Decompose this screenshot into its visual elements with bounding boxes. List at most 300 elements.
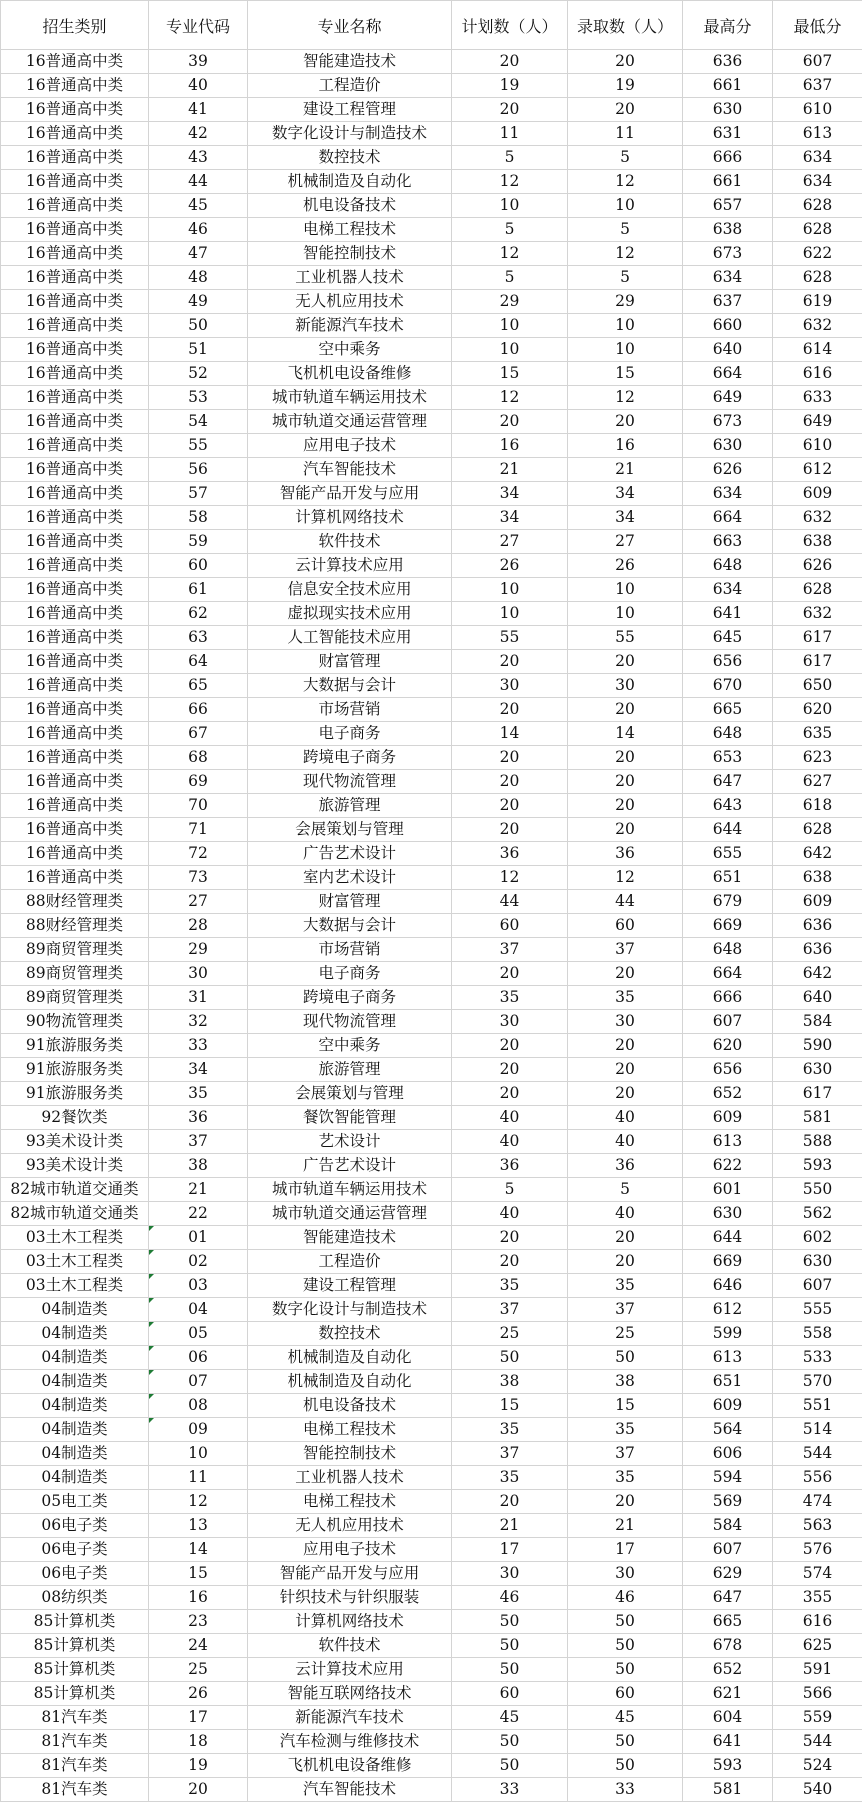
admitted-count-cell: 10 (568, 194, 683, 218)
major-code-cell: 49 (149, 290, 248, 314)
table-row (1, 434, 862, 458)
category-cell: 16普通高中类 (1, 194, 149, 218)
major-code-cell: 12 (149, 1490, 248, 1514)
major-code-cell: 47 (149, 242, 248, 266)
admitted-count-cell: 35 (568, 1274, 683, 1298)
major-name-cell: 广告艺术设计 (248, 842, 452, 866)
header-major-name: 专业名称 (248, 1, 452, 50)
major-code-cell: 42 (149, 122, 248, 146)
plan-count-cell: 12 (452, 386, 568, 410)
admitted-count-cell: 35 (568, 1466, 683, 1490)
plan-count-cell: 60 (452, 1682, 568, 1706)
min-score-cell: 616 (773, 1610, 862, 1634)
admitted-count-cell: 20 (568, 962, 683, 986)
max-score-cell: 651 (683, 1370, 773, 1394)
min-score-cell: 638 (773, 866, 862, 890)
table-row (1, 866, 862, 890)
category-cell: 16普通高中类 (1, 362, 149, 386)
major-code-cell: 67 (149, 722, 248, 746)
min-score-cell: 566 (773, 1682, 862, 1706)
major-name-cell: 人工智能技术应用 (248, 626, 452, 650)
major-name-cell: 信息安全技术应用 (248, 578, 452, 602)
admitted-count-cell: 20 (568, 794, 683, 818)
plan-count-cell: 20 (452, 1058, 568, 1082)
table-row (1, 458, 862, 482)
major-name-cell: 数字化设计与制造技术 (248, 1298, 452, 1322)
major-name-cell: 会展策划与管理 (248, 1082, 452, 1106)
table-row (1, 338, 862, 362)
min-score-cell: 514 (773, 1418, 862, 1442)
max-score-cell: 613 (683, 1346, 773, 1370)
min-score-cell: 628 (773, 578, 862, 602)
admitted-count-cell: 50 (568, 1730, 683, 1754)
admitted-count-cell: 40 (568, 1106, 683, 1130)
major-name-cell: 机械制造及自动化 (248, 1346, 452, 1370)
admitted-count-cell: 33 (568, 1778, 683, 1802)
min-score-cell: 584 (773, 1010, 862, 1034)
plan-count-cell: 20 (452, 1226, 568, 1250)
min-score-cell: 636 (773, 938, 862, 962)
major-name-cell: 大数据与会计 (248, 914, 452, 938)
table-row (1, 1658, 862, 1682)
table-row (1, 410, 862, 434)
table-row (1, 602, 862, 626)
plan-count-cell: 60 (452, 914, 568, 938)
major-code-cell: 01 (149, 1226, 248, 1250)
admitted-count-cell: 36 (568, 1154, 683, 1178)
major-name-cell: 软件技术 (248, 530, 452, 554)
admitted-count-cell: 10 (568, 578, 683, 602)
min-score-cell: 627 (773, 770, 862, 794)
max-score-cell: 638 (683, 218, 773, 242)
category-cell: 08纺织类 (1, 1586, 149, 1610)
major-name-cell: 会展策划与管理 (248, 818, 452, 842)
header-max-score: 最高分 (683, 1, 773, 50)
table-row (1, 962, 862, 986)
plan-count-cell: 50 (452, 1346, 568, 1370)
major-name-cell: 城市轨道车辆运用技术 (248, 1178, 452, 1202)
category-cell: 16普通高中类 (1, 50, 149, 74)
header-plan-count: 计划数（人） (452, 1, 568, 50)
category-cell: 16普通高中类 (1, 146, 149, 170)
major-name-cell: 机电设备技术 (248, 194, 452, 218)
major-name-cell: 数控技术 (248, 1322, 452, 1346)
plan-count-cell: 44 (452, 890, 568, 914)
admitted-count-cell: 20 (568, 98, 683, 122)
category-cell: 16普通高中类 (1, 722, 149, 746)
category-cell: 03土木工程类 (1, 1274, 149, 1298)
admitted-count-cell: 50 (568, 1658, 683, 1682)
table-row (1, 170, 862, 194)
admitted-count-cell: 20 (568, 770, 683, 794)
plan-count-cell: 37 (452, 938, 568, 962)
min-score-cell: 581 (773, 1106, 862, 1130)
category-cell: 88财经管理类 (1, 890, 149, 914)
plan-count-cell: 35 (452, 1466, 568, 1490)
table-row (1, 146, 862, 170)
plan-count-cell: 30 (452, 1562, 568, 1586)
plan-count-cell: 12 (452, 866, 568, 890)
min-score-cell: 617 (773, 626, 862, 650)
table-row (1, 1418, 862, 1442)
min-score-cell: 591 (773, 1658, 862, 1682)
category-cell: 93美术设计类 (1, 1154, 149, 1178)
plan-count-cell: 20 (452, 410, 568, 434)
admitted-count-cell: 12 (568, 242, 683, 266)
max-score-cell: 661 (683, 170, 773, 194)
plan-count-cell: 27 (452, 530, 568, 554)
min-score-cell: 630 (773, 1058, 862, 1082)
min-score-cell: 619 (773, 290, 862, 314)
category-cell: 04制造类 (1, 1442, 149, 1466)
category-cell: 16普通高中类 (1, 170, 149, 194)
max-score-cell: 622 (683, 1154, 773, 1178)
min-score-cell: 649 (773, 410, 862, 434)
admitted-count-cell: 30 (568, 674, 683, 698)
category-cell: 16普通高中类 (1, 98, 149, 122)
max-score-cell: 664 (683, 506, 773, 530)
table-row (1, 842, 862, 866)
table-row (1, 506, 862, 530)
min-score-cell: 355 (773, 1586, 862, 1610)
max-score-cell: 641 (683, 602, 773, 626)
plan-count-cell: 40 (452, 1106, 568, 1130)
admitted-count-cell: 21 (568, 458, 683, 482)
major-code-cell: 09 (149, 1418, 248, 1442)
category-cell: 82城市轨道交通类 (1, 1178, 149, 1202)
major-code-cell: 20 (149, 1778, 248, 1802)
major-name-cell: 餐饮智能管理 (248, 1106, 452, 1130)
table-row (1, 74, 862, 98)
admitted-count-cell: 34 (568, 506, 683, 530)
max-score-cell: 644 (683, 818, 773, 842)
min-score-cell: 640 (773, 986, 862, 1010)
admitted-count-cell: 37 (568, 938, 683, 962)
min-score-cell: 628 (773, 818, 862, 842)
max-score-cell: 634 (683, 482, 773, 506)
major-code-cell: 66 (149, 698, 248, 722)
major-code-cell: 39 (149, 50, 248, 74)
min-score-cell: 540 (773, 1778, 862, 1802)
major-name-cell: 汽车智能技术 (248, 1778, 452, 1802)
plan-count-cell: 55 (452, 626, 568, 650)
plan-count-cell: 16 (452, 434, 568, 458)
table-row (1, 50, 862, 74)
plan-count-cell: 15 (452, 1394, 568, 1418)
category-cell: 16普通高中类 (1, 698, 149, 722)
admitted-count-cell: 20 (568, 650, 683, 674)
category-cell: 06电子类 (1, 1514, 149, 1538)
major-code-cell: 22 (149, 1202, 248, 1226)
min-score-cell: 635 (773, 722, 862, 746)
table-row (1, 1010, 862, 1034)
plan-count-cell: 15 (452, 362, 568, 386)
min-score-cell: 555 (773, 1298, 862, 1322)
admitted-count-cell: 12 (568, 170, 683, 194)
max-score-cell: 656 (683, 650, 773, 674)
max-score-cell: 643 (683, 794, 773, 818)
plan-count-cell: 10 (452, 314, 568, 338)
admitted-count-cell: 5 (568, 1178, 683, 1202)
category-cell: 16普通高中类 (1, 458, 149, 482)
plan-count-cell: 33 (452, 1778, 568, 1802)
table-row (1, 1058, 862, 1082)
admitted-count-cell: 20 (568, 818, 683, 842)
table-row (1, 1202, 862, 1226)
admitted-count-cell: 14 (568, 722, 683, 746)
major-code-cell: 06 (149, 1346, 248, 1370)
major-name-cell: 电梯工程技术 (248, 218, 452, 242)
table-row (1, 1778, 862, 1802)
category-cell: 16普通高中类 (1, 626, 149, 650)
category-cell: 16普通高中类 (1, 842, 149, 866)
min-score-cell: 617 (773, 1082, 862, 1106)
plan-count-cell: 20 (452, 818, 568, 842)
major-code-cell: 14 (149, 1538, 248, 1562)
min-score-cell: 562 (773, 1202, 862, 1226)
min-score-cell: 637 (773, 74, 862, 98)
category-cell: 04制造类 (1, 1298, 149, 1322)
major-name-cell: 工业机器人技术 (248, 1466, 452, 1490)
major-code-cell: 65 (149, 674, 248, 698)
major-code-cell: 25 (149, 1658, 248, 1682)
admitted-count-cell: 37 (568, 1298, 683, 1322)
admitted-count-cell: 10 (568, 602, 683, 626)
min-score-cell: 613 (773, 122, 862, 146)
max-score-cell: 657 (683, 194, 773, 218)
max-score-cell: 569 (683, 1490, 773, 1514)
min-score-cell: 636 (773, 914, 862, 938)
major-code-cell: 68 (149, 746, 248, 770)
plan-count-cell: 37 (452, 1298, 568, 1322)
major-code-cell: 60 (149, 554, 248, 578)
major-code-cell: 51 (149, 338, 248, 362)
table-row (1, 794, 862, 818)
plan-count-cell: 34 (452, 482, 568, 506)
admitted-count-cell: 10 (568, 338, 683, 362)
header-min-score: 最低分 (773, 1, 862, 50)
admitted-count-cell: 5 (568, 146, 683, 170)
min-score-cell: 632 (773, 602, 862, 626)
major-code-cell: 36 (149, 1106, 248, 1130)
table-row (1, 1466, 862, 1490)
table-row (1, 1178, 862, 1202)
min-score-cell: 614 (773, 338, 862, 362)
min-score-cell: 625 (773, 1634, 862, 1658)
category-cell: 04制造类 (1, 1394, 149, 1418)
category-cell: 92餐饮类 (1, 1106, 149, 1130)
category-cell: 16普通高中类 (1, 794, 149, 818)
category-cell: 04制造类 (1, 1346, 149, 1370)
admitted-count-cell: 25 (568, 1322, 683, 1346)
min-score-cell: 602 (773, 1226, 862, 1250)
max-score-cell: 630 (683, 1202, 773, 1226)
max-score-cell: 584 (683, 1514, 773, 1538)
category-cell: 16普通高中类 (1, 650, 149, 674)
plan-count-cell: 21 (452, 1514, 568, 1538)
plan-count-cell: 35 (452, 1274, 568, 1298)
admitted-count-cell: 50 (568, 1346, 683, 1370)
admitted-count-cell: 50 (568, 1610, 683, 1634)
category-cell: 85计算机类 (1, 1658, 149, 1682)
major-name-cell: 无人机应用技术 (248, 290, 452, 314)
major-code-cell: 26 (149, 1682, 248, 1706)
max-score-cell: 660 (683, 314, 773, 338)
category-cell: 16普通高中类 (1, 434, 149, 458)
plan-count-cell: 50 (452, 1658, 568, 1682)
major-code-cell: 55 (149, 434, 248, 458)
major-code-cell: 27 (149, 890, 248, 914)
min-score-cell: 626 (773, 554, 862, 578)
admitted-count-cell: 50 (568, 1754, 683, 1778)
major-code-cell: 08 (149, 1394, 248, 1418)
major-name-cell: 电子商务 (248, 962, 452, 986)
major-name-cell: 新能源汽车技术 (248, 314, 452, 338)
major-name-cell: 智能控制技术 (248, 1442, 452, 1466)
admitted-count-cell: 20 (568, 50, 683, 74)
plan-count-cell: 50 (452, 1634, 568, 1658)
major-code-cell: 16 (149, 1586, 248, 1610)
major-name-cell: 智能互联网络技术 (248, 1682, 452, 1706)
admitted-count-cell: 20 (568, 1034, 683, 1058)
category-cell: 85计算机类 (1, 1610, 149, 1634)
major-name-cell: 机电设备技术 (248, 1394, 452, 1418)
max-score-cell: 666 (683, 986, 773, 1010)
major-name-cell: 跨境电子商务 (248, 746, 452, 770)
min-score-cell: 593 (773, 1154, 862, 1178)
major-name-cell: 建设工程管理 (248, 98, 452, 122)
major-code-cell: 30 (149, 962, 248, 986)
plan-count-cell: 10 (452, 578, 568, 602)
category-cell: 16普通高中类 (1, 314, 149, 338)
max-score-cell: 666 (683, 146, 773, 170)
max-score-cell: 652 (683, 1082, 773, 1106)
major-code-cell: 31 (149, 986, 248, 1010)
min-score-cell: 607 (773, 50, 862, 74)
min-score-cell: 638 (773, 530, 862, 554)
major-code-cell: 28 (149, 914, 248, 938)
table-row (1, 242, 862, 266)
min-score-cell: 628 (773, 218, 862, 242)
admitted-count-cell: 55 (568, 626, 683, 650)
major-name-cell: 云计算技术应用 (248, 554, 452, 578)
admitted-count-cell: 20 (568, 1058, 683, 1082)
max-score-cell: 609 (683, 1394, 773, 1418)
plan-count-cell: 20 (452, 50, 568, 74)
category-cell: 81汽车类 (1, 1778, 149, 1802)
major-name-cell: 智能建造技术 (248, 1226, 452, 1250)
major-code-cell: 57 (149, 482, 248, 506)
plan-count-cell: 50 (452, 1754, 568, 1778)
category-cell: 16普通高中类 (1, 74, 149, 98)
category-cell: 81汽车类 (1, 1706, 149, 1730)
table-row (1, 1346, 862, 1370)
category-cell: 81汽车类 (1, 1730, 149, 1754)
table-row (1, 1442, 862, 1466)
max-score-cell: 646 (683, 1274, 773, 1298)
max-score-cell: 604 (683, 1706, 773, 1730)
category-cell: 16普通高中类 (1, 602, 149, 626)
admitted-count-cell: 10 (568, 314, 683, 338)
admitted-count-cell: 44 (568, 890, 683, 914)
category-cell: 06电子类 (1, 1538, 149, 1562)
min-score-cell: 544 (773, 1442, 862, 1466)
category-cell: 16普通高中类 (1, 290, 149, 314)
table-row (1, 290, 862, 314)
category-cell: 89商贸管理类 (1, 938, 149, 962)
plan-count-cell: 5 (452, 218, 568, 242)
max-score-cell: 636 (683, 50, 773, 74)
plan-count-cell: 12 (452, 242, 568, 266)
table-row (1, 578, 862, 602)
min-score-cell: 607 (773, 1274, 862, 1298)
major-code-cell: 43 (149, 146, 248, 170)
table-row (1, 1298, 862, 1322)
min-score-cell: 609 (773, 890, 862, 914)
min-score-cell: 642 (773, 842, 862, 866)
max-score-cell: 655 (683, 842, 773, 866)
major-code-cell: 63 (149, 626, 248, 650)
min-score-cell: 559 (773, 1706, 862, 1730)
plan-count-cell: 11 (452, 122, 568, 146)
major-code-cell: 07 (149, 1370, 248, 1394)
admitted-count-cell: 12 (568, 386, 683, 410)
plan-count-cell: 20 (452, 746, 568, 770)
major-code-cell: 24 (149, 1634, 248, 1658)
admitted-count-cell: 19 (568, 74, 683, 98)
max-score-cell: 631 (683, 122, 773, 146)
table-row (1, 1394, 862, 1418)
min-score-cell: 628 (773, 266, 862, 290)
header-admitted-count: 录取数（人） (568, 1, 683, 50)
major-code-cell: 41 (149, 98, 248, 122)
max-score-cell: 678 (683, 1634, 773, 1658)
max-score-cell: 607 (683, 1538, 773, 1562)
admitted-count-cell: 60 (568, 914, 683, 938)
admitted-count-cell: 34 (568, 482, 683, 506)
plan-count-cell: 40 (452, 1130, 568, 1154)
major-code-cell: 70 (149, 794, 248, 818)
min-score-cell: 590 (773, 1034, 862, 1058)
plan-count-cell: 20 (452, 794, 568, 818)
table-row (1, 1106, 862, 1130)
major-code-cell: 59 (149, 530, 248, 554)
major-code-cell: 05 (149, 1322, 248, 1346)
major-name-cell: 虚拟现实技术应用 (248, 602, 452, 626)
category-cell: 16普通高中类 (1, 410, 149, 434)
table-row (1, 650, 862, 674)
max-score-cell: 606 (683, 1442, 773, 1466)
max-score-cell: 594 (683, 1466, 773, 1490)
category-cell: 89商贸管理类 (1, 962, 149, 986)
min-score-cell: 618 (773, 794, 862, 818)
category-cell: 16普通高中类 (1, 674, 149, 698)
category-cell: 16普通高中类 (1, 530, 149, 554)
category-cell: 04制造类 (1, 1370, 149, 1394)
category-cell: 85计算机类 (1, 1634, 149, 1658)
plan-count-cell: 19 (452, 74, 568, 98)
major-code-cell: 71 (149, 818, 248, 842)
min-score-cell: 524 (773, 1754, 862, 1778)
major-code-cell: 34 (149, 1058, 248, 1082)
major-code-cell: 21 (149, 1178, 248, 1202)
table-row (1, 626, 862, 650)
major-name-cell: 机械制造及自动化 (248, 1370, 452, 1394)
plan-count-cell: 46 (452, 1586, 568, 1610)
admitted-count-cell: 50 (568, 1634, 683, 1658)
major-code-cell: 62 (149, 602, 248, 626)
max-score-cell: 609 (683, 1106, 773, 1130)
